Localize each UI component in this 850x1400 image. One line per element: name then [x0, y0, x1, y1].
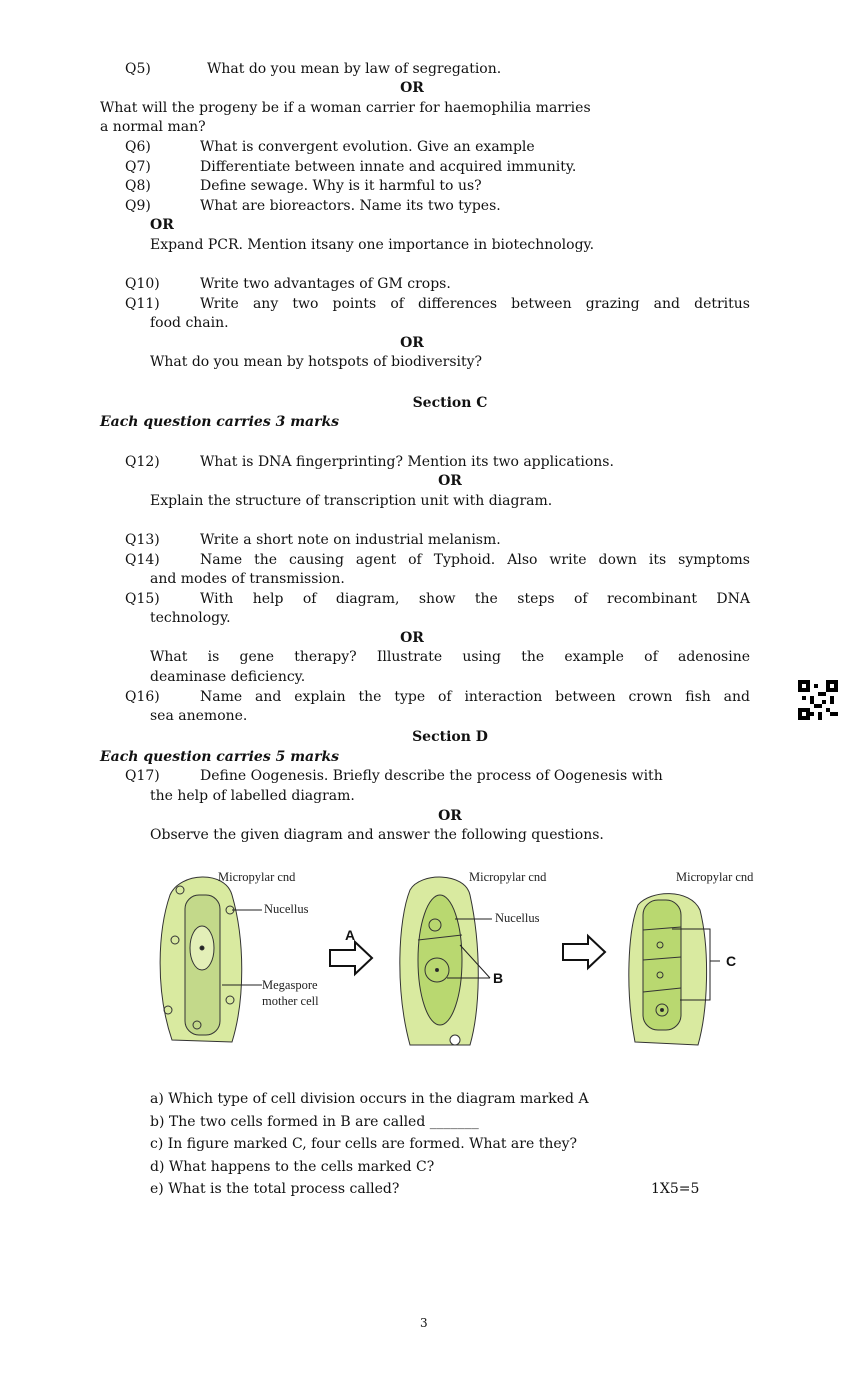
diagram-label: Micropylar cnd: [469, 870, 547, 884]
or-label: OR: [400, 335, 424, 351]
or-label: OR: [438, 473, 462, 489]
question-text: What do you mean by hotspots of biodiversity?: [150, 354, 483, 370]
question-text: sea anemone.: [150, 708, 248, 724]
question-text: and modes of transmission.: [150, 571, 345, 587]
diagram-label: Nucellus: [264, 902, 309, 916]
section-marks: Each question carries 5 marks: [100, 749, 340, 765]
question-text: What is convergent evolution. Give an example: [200, 139, 535, 155]
sub-question: c) In figure marked C, four cells are formed. What are they?: [150, 1136, 578, 1152]
question-text: Write two advantages of GM crops.: [200, 276, 451, 292]
diagram-label-a: A: [345, 927, 356, 943]
page-number: 3: [420, 1316, 428, 1330]
diagram-label: Micropylar cnd: [676, 870, 754, 884]
question-text: What is DNA fingerprinting? Mention its two applications.: [200, 454, 614, 470]
question-text: What do you mean by law of segregation.: [207, 61, 502, 77]
dyad-cells: [418, 895, 462, 1025]
arrow-icon: [563, 936, 605, 968]
question-text: Write a short note on industrial melanism.: [200, 532, 501, 548]
question-text: What is gene therapy? Illustrate using the example of adenosine: [150, 649, 750, 665]
question-text: Name and explain the type of interaction between crown fish and: [200, 689, 750, 705]
question-text: technology.: [150, 610, 231, 626]
question-text: Write any two points of differences between grazing and detritus: [200, 296, 750, 312]
question-number: Q12): [125, 454, 160, 470]
question-text: a normal man?: [100, 119, 206, 135]
question-number: Q14): [125, 552, 160, 568]
diagram-label-b: B: [493, 970, 504, 986]
or-label: OR: [438, 808, 462, 824]
or-label: OR: [400, 630, 424, 646]
diagram-label-c: C: [726, 953, 737, 969]
section-title: Section C: [412, 395, 488, 411]
question-text: Define sewage. Why is it harmful to us?: [200, 178, 482, 194]
arrow-icon: [330, 942, 372, 974]
question-text: With help of diagram, show the steps of recombinant DNA: [200, 591, 750, 607]
question-text: food chain.: [150, 315, 229, 331]
section-marks: Each question carries 3 marks: [100, 414, 340, 430]
marks-allocation: 1X5=5: [651, 1181, 700, 1197]
or-label: OR: [400, 80, 424, 96]
question-number: Q11): [125, 296, 160, 312]
question-text: deaminase deficiency.: [150, 669, 306, 685]
diagram-label: mother cell: [262, 994, 319, 1008]
question-text: What will the progeny be if a woman carrier for haemophilia marries: [100, 100, 591, 116]
question-text: Differentiate between innate and acquired immunity.: [200, 159, 577, 175]
diagram-label: Megaspore: [262, 978, 318, 992]
sub-question: b) The two cells formed in B are called _______: [150, 1114, 479, 1130]
question-number: Q10): [125, 276, 160, 292]
question-text: What are bioreactors. Name its two types.: [200, 198, 501, 214]
sub-question: d) What happens to the cells marked C?: [150, 1159, 435, 1175]
question-number: Q17): [125, 768, 160, 784]
question-number: Q7): [125, 159, 151, 175]
question-number: Q9): [125, 198, 151, 214]
question-text: Define Oogenesis. Briefly describe the process of Oogenesis with: [200, 768, 663, 784]
diagram-label: Nucellus: [495, 911, 540, 925]
question-text: Observe the given diagram and answer the following questions.: [150, 827, 604, 843]
or-label: OR: [150, 217, 174, 233]
question-number: Q16): [125, 689, 160, 705]
section-title: Section D: [412, 729, 488, 745]
question-text: Name the causing agent of Typhoid. Also write down its symptoms: [200, 552, 750, 568]
sub-question: a) Which type of cell division occurs in the diagram marked A: [150, 1091, 589, 1107]
question-number: Q6): [125, 139, 151, 155]
diagram-label: Micropylar cnd: [218, 870, 296, 884]
question-number: Q5): [125, 61, 151, 77]
question-text: Expand PCR. Mention itsany one importance in biotechnology.: [150, 237, 595, 253]
question-number: Q13): [125, 532, 160, 548]
question-text: the help of labelled diagram.: [150, 788, 355, 804]
question-number: Q8): [125, 178, 151, 194]
question-number: Q15): [125, 591, 160, 607]
question-text: Explain the structure of transcription unit with diagram.: [150, 493, 553, 509]
sub-question: e) What is the total process called?: [150, 1181, 400, 1197]
